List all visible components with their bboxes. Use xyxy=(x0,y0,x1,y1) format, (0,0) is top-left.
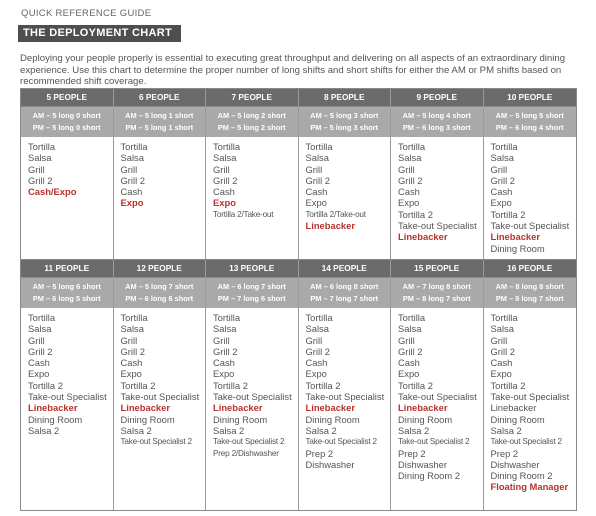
role-item: Salsa xyxy=(213,323,237,335)
role-item: Prep 2 xyxy=(490,447,519,459)
shift-split xyxy=(21,106,113,137)
role-item: Grill xyxy=(490,334,508,346)
role-item: Expo xyxy=(398,368,420,380)
role-list xyxy=(299,308,391,510)
role-item: Dining Room xyxy=(398,413,453,425)
highlighted-role: Linebacker xyxy=(398,402,448,414)
role-item: Expo xyxy=(398,197,420,209)
role-item: Tortilla 2 xyxy=(28,379,63,391)
shift-split xyxy=(114,277,206,308)
role-item: Tortilla xyxy=(28,141,56,152)
am-shift-label: AM – 5 long 0 short xyxy=(32,111,101,120)
role-item: Grill 2 xyxy=(398,174,423,186)
role-item: Salsa 2 xyxy=(120,424,152,436)
pm-shift-label: PM – 6 long 6 short xyxy=(125,294,194,303)
table-row xyxy=(21,89,576,259)
pm-shift-label: PM – 6 long 3 short xyxy=(402,123,471,132)
staffing-column xyxy=(21,89,114,259)
role-item: Grill xyxy=(213,163,230,175)
role-item: Dining Room 2 xyxy=(398,470,461,482)
role-item: Salsa 2 xyxy=(28,424,60,436)
column-header: 6 PEOPLE xyxy=(114,89,206,106)
role-item: Salsa 2 xyxy=(490,424,522,436)
role-item: Grill xyxy=(213,334,230,346)
role-item: Cash xyxy=(213,186,235,198)
role-item: Take-out Specialist xyxy=(213,391,292,403)
role-item: Cash xyxy=(305,186,328,198)
role-item: Tortilla xyxy=(398,312,426,323)
highlighted-role: Linebacker xyxy=(28,402,78,414)
role-item: Linebacker xyxy=(490,402,537,414)
role-item: Grill xyxy=(28,163,45,175)
role-item: Grill 2 xyxy=(120,174,145,186)
role-item: Tortilla 2/Take-out xyxy=(213,209,274,219)
column-header: 13 PEOPLE xyxy=(206,260,298,277)
pm-shift-label: PM – 9 long 7 short xyxy=(495,294,564,303)
column-header: 10 PEOPLE xyxy=(484,89,577,106)
role-item: Tortilla xyxy=(120,312,148,323)
staffing-column xyxy=(206,89,299,259)
role-item: Grill xyxy=(120,163,138,175)
role-item: Expo xyxy=(490,368,512,380)
role-list xyxy=(299,137,391,259)
role-item: Grill 2 xyxy=(398,345,423,357)
role-item: Grill 2 xyxy=(213,174,238,186)
highlighted-role: Floating Manager xyxy=(490,481,569,493)
role-item: Salsa 2 xyxy=(305,424,337,436)
am-shift-label: AM – 8 long 8 short xyxy=(495,282,564,291)
role-list xyxy=(114,308,206,510)
role-item: Cash xyxy=(490,186,513,198)
role-item: Grill 2 xyxy=(305,345,330,357)
role-item: Take-out Specialist 2 xyxy=(213,437,285,447)
pm-shift-label: PM – 8 long 7 short xyxy=(402,294,471,303)
role-item: Tortilla 2 xyxy=(213,379,248,391)
role-item: Expo xyxy=(305,197,327,209)
role-item: Dishwasher xyxy=(398,458,447,470)
role-item: Salsa xyxy=(120,152,144,164)
staffing-column xyxy=(206,260,299,510)
role-list xyxy=(21,308,113,510)
role-item: Tortilla 2 xyxy=(398,208,433,220)
role-item: Dining Room xyxy=(120,413,175,425)
role-item: Tortilla 2 xyxy=(305,379,341,391)
role-item: Grill xyxy=(305,163,323,175)
highlighted-role: Linebacker xyxy=(120,402,171,414)
role-item: Salsa xyxy=(120,323,144,335)
role-item: Tortilla 2 xyxy=(120,379,156,391)
role-item: Dining Room xyxy=(305,413,360,425)
highlighted-role: Cash/Expo xyxy=(28,186,77,198)
role-item: Grill 2 xyxy=(213,345,238,357)
am-shift-label: AM – 7 long 8 short xyxy=(402,282,471,291)
role-item: Tortilla 2 xyxy=(398,379,433,391)
role-item: Grill xyxy=(305,334,323,346)
shift-split xyxy=(484,277,577,308)
highlighted-role: Linebacker xyxy=(490,231,541,243)
staffing-column xyxy=(391,89,484,259)
role-item: Take-out Specialist 2 xyxy=(120,437,192,447)
am-shift-label: AM – 6 long 7 short xyxy=(217,282,286,291)
role-item: Salsa 2 xyxy=(213,424,245,436)
role-item: Grill xyxy=(398,334,415,346)
role-item: Dining Room xyxy=(28,413,83,425)
role-item: Grill 2 xyxy=(28,174,53,186)
am-shift-label: AM – 5 long 1 short xyxy=(125,111,194,120)
role-item: Salsa xyxy=(28,323,52,335)
pm-shift-label: PM – 5 long 2 short xyxy=(217,123,286,132)
pm-shift-label: PM – 5 long 1 short xyxy=(125,123,194,132)
am-shift-label: AM – 5 long 6 short xyxy=(32,282,101,291)
role-list xyxy=(391,308,483,510)
role-list xyxy=(206,308,298,510)
role-item: Tortilla xyxy=(305,312,333,323)
role-list xyxy=(114,137,206,259)
column-header: 9 PEOPLE xyxy=(391,89,483,106)
column-header: 15 PEOPLE xyxy=(391,260,483,277)
am-shift-label: AM – 5 long 4 short xyxy=(402,111,471,120)
shift-split xyxy=(206,277,298,308)
role-item: Grill 2 xyxy=(305,174,330,186)
role-item: Dining Room xyxy=(490,242,545,254)
role-item: Salsa xyxy=(398,323,422,335)
pm-shift-label: PM – 6 long 5 short xyxy=(32,294,101,303)
column-header: 8 PEOPLE xyxy=(299,89,391,106)
role-item: Tortilla xyxy=(213,141,241,152)
staffing-column xyxy=(299,89,392,259)
role-item: Take-out Specialist xyxy=(305,391,385,403)
role-item: Tortilla xyxy=(120,141,148,152)
role-item: Tortilla xyxy=(490,312,518,323)
role-item: Take-out Specialist xyxy=(490,391,570,403)
role-item: Salsa xyxy=(28,152,52,164)
role-item: Tortilla xyxy=(490,141,518,152)
role-list xyxy=(391,137,483,259)
pm-shift-label: PM – 6 long 4 short xyxy=(495,123,564,132)
role-item: Take-out Specialist xyxy=(28,391,107,403)
column-header: 7 PEOPLE xyxy=(206,89,298,106)
role-item: Grill 2 xyxy=(490,174,515,186)
role-item: Expo xyxy=(120,368,142,380)
role-item: Tortilla xyxy=(213,312,241,323)
page-title: THE DEPLOYMENT CHART xyxy=(18,25,181,42)
role-item: Cash xyxy=(213,357,235,369)
role-item: Grill xyxy=(28,334,45,346)
role-item: Take-out Specialist xyxy=(490,220,570,232)
pm-shift-label: PM – 5 long 0 short xyxy=(32,123,101,132)
role-item: Grill xyxy=(120,334,138,346)
role-item: Salsa xyxy=(213,152,237,164)
role-item: Cash xyxy=(490,357,513,369)
shift-split xyxy=(206,106,298,137)
role-item: Tortilla xyxy=(398,141,426,152)
role-item: Salsa xyxy=(305,323,329,335)
role-item: Cash xyxy=(398,186,420,198)
staffing-column xyxy=(484,260,577,510)
pm-shift-label: PM – 5 long 3 short xyxy=(310,123,379,132)
role-item: Take-out Specialist 2 xyxy=(305,437,377,447)
deployment-table xyxy=(20,88,577,511)
role-item: Take-out Specialist 2 xyxy=(490,437,562,447)
role-item: Dining Room xyxy=(490,413,545,425)
role-item: Dining Room xyxy=(213,413,268,425)
highlighted-role: Linebacker xyxy=(398,231,448,243)
role-item: Grill xyxy=(490,163,508,175)
am-shift-label: AM – 6 long 8 short xyxy=(310,282,379,291)
role-item: Cash xyxy=(398,357,420,369)
column-header: 16 PEOPLE xyxy=(484,260,577,277)
role-item: Prep 2 xyxy=(398,447,426,459)
role-item: Dishwasher xyxy=(305,458,355,470)
role-item: Take-out Specialist xyxy=(120,391,200,403)
role-item: Expo xyxy=(213,368,235,380)
am-shift-label: AM – 5 long 7 short xyxy=(125,282,194,291)
role-list xyxy=(21,137,113,259)
role-item: Expo xyxy=(305,368,327,380)
shift-split xyxy=(299,277,391,308)
role-item: Tortilla xyxy=(305,141,333,152)
highlighted-role: Expo xyxy=(120,197,144,209)
role-item: Grill 2 xyxy=(28,345,53,357)
staffing-column xyxy=(391,260,484,510)
column-header: 14 PEOPLE xyxy=(299,260,391,277)
staffing-column xyxy=(21,260,114,510)
role-item: Cash xyxy=(120,357,143,369)
shift-split xyxy=(21,277,113,308)
role-item: Expo xyxy=(490,197,512,209)
shift-split xyxy=(114,106,206,137)
staffing-column xyxy=(484,89,577,259)
role-item: Grill 2 xyxy=(120,345,145,357)
column-header: 11 PEOPLE xyxy=(21,260,113,277)
role-item: Salsa xyxy=(490,152,514,164)
role-item: Cash xyxy=(28,357,50,369)
pm-shift-label: PM – 7 long 7 short xyxy=(310,294,379,303)
role-item: Salsa xyxy=(305,152,329,164)
role-item: Salsa xyxy=(398,152,422,164)
shift-split xyxy=(391,277,483,308)
kicker-label: QUICK REFERENCE GUIDE xyxy=(21,8,152,19)
role-item: Tortilla 2 xyxy=(490,208,526,220)
table-row xyxy=(21,259,576,510)
role-item: Take-out Specialist 2 xyxy=(398,437,470,447)
role-list xyxy=(484,308,577,510)
am-shift-label: AM – 5 long 3 short xyxy=(310,111,379,120)
role-list xyxy=(484,137,577,259)
intro-paragraph: Deploying your people properly is essential to executing great throughput and delivering on all aspects of an extraordinary dining experience. Use this chart to determine the proper number of long shifts and short shifts for either the AM or PM shifts based on recommended shift coverage. xyxy=(20,53,566,88)
column-header: 12 PEOPLE xyxy=(114,260,206,277)
role-item: Dishwasher xyxy=(490,458,540,470)
am-shift-label: AM – 5 long 5 short xyxy=(495,111,564,120)
role-item: Take-out Specialist xyxy=(398,391,477,403)
staffing-column xyxy=(114,89,207,259)
role-item: Grill 2 xyxy=(490,345,515,357)
am-shift-label: AM – 5 long 2 short xyxy=(217,111,286,120)
role-item: Grill xyxy=(398,163,415,175)
role-item: Tortilla xyxy=(28,312,56,323)
role-item: Salsa 2 xyxy=(398,424,430,436)
role-item: Dining Room 2 xyxy=(490,470,553,482)
role-item: Take-out Specialist xyxy=(398,220,477,232)
shift-split xyxy=(484,106,577,137)
highlighted-role: Linebacker xyxy=(305,402,356,414)
role-list xyxy=(206,137,298,259)
role-item: Cash xyxy=(305,357,328,369)
highlighted-role: Linebacker xyxy=(305,220,356,232)
role-item: Cash xyxy=(120,186,143,198)
role-item: Tortilla 2/Take-out xyxy=(305,209,366,219)
shift-split xyxy=(299,106,391,137)
role-item: Salsa xyxy=(490,323,514,335)
staffing-column xyxy=(299,260,392,510)
role-item: Expo xyxy=(28,368,50,380)
role-item: Prep 2 xyxy=(305,447,334,459)
column-header: 5 PEOPLE xyxy=(21,89,113,106)
shift-split xyxy=(391,106,483,137)
highlighted-role: Linebacker xyxy=(213,402,263,414)
highlighted-role: Expo xyxy=(213,197,236,209)
pm-shift-label: PM – 7 long 6 short xyxy=(217,294,286,303)
role-item: Prep 2/Dishwasher xyxy=(213,448,279,458)
staffing-column xyxy=(114,260,207,510)
role-item: Tortilla 2 xyxy=(490,379,526,391)
